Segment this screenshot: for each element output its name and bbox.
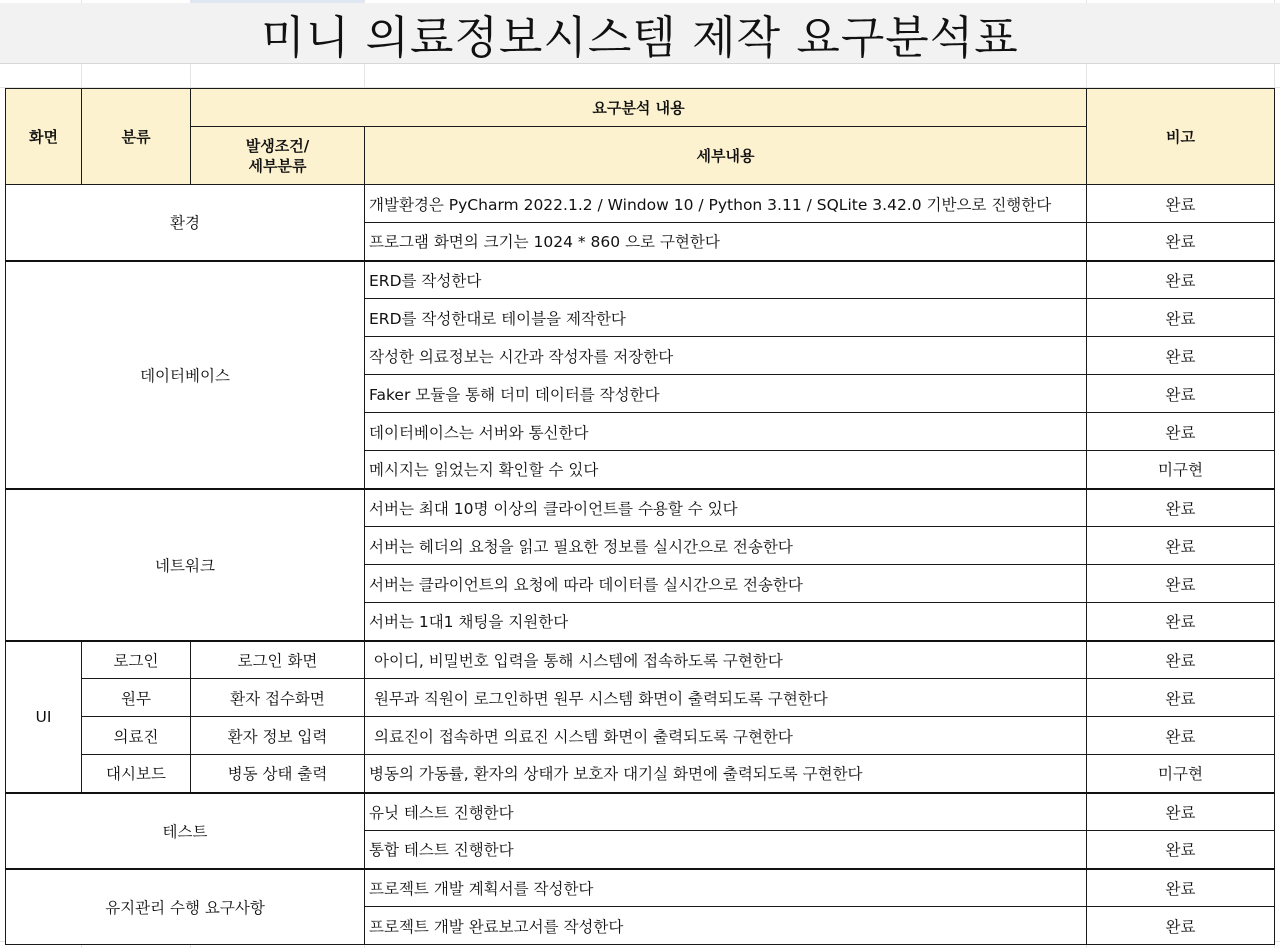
detail-cell[interactable]: ERD를 작성한대로 테이블을 제작한다 bbox=[365, 299, 1087, 337]
table-row bbox=[6, 717, 1275, 755]
group-maintenance[interactable]: 유지관리 수행 요구사항 bbox=[6, 869, 365, 945]
note-cell[interactable]: 미구현 bbox=[1087, 451, 1275, 489]
condition-cell[interactable]: 로그인 화면 bbox=[191, 641, 365, 679]
detail-cell[interactable]: 서버는 1대1 채팅을 지원한다 bbox=[365, 603, 1087, 641]
group-test[interactable]: 테스트 bbox=[6, 793, 365, 869]
group-ui[interactable]: UI bbox=[6, 641, 82, 793]
header-analysis-group[interactable]: 요구분석 내용 bbox=[191, 89, 1087, 127]
group-db[interactable]: 데이터베이스 bbox=[6, 261, 365, 489]
detail-cell[interactable]: 개발환경은 PyCharm 2022.1.2 / Window 10 / Python 3.11 / SQLite 3.42.0 기반으로 진행한다 bbox=[365, 185, 1087, 223]
detail-cell[interactable]: 메시지는 읽었는지 확인할 수 있다 bbox=[365, 451, 1087, 489]
detail-cell[interactable]: 원무과 직원이 로그인하면 원무 시스템 화면이 출력되도록 구현한다 bbox=[365, 679, 1087, 717]
detail-cell[interactable]: 통합 테스트 진행한다 bbox=[365, 831, 1087, 869]
group-env[interactable]: 환경 bbox=[6, 185, 365, 261]
category-cell[interactable]: 로그인 bbox=[82, 641, 191, 679]
header-condition-line2: 세부분류 bbox=[248, 156, 307, 175]
condition-cell[interactable]: 병동 상태 출력 bbox=[191, 755, 365, 793]
table-row bbox=[6, 755, 1275, 793]
detail-cell[interactable]: Faker 모듈을 통해 더미 데이터를 작성한다 bbox=[365, 375, 1087, 413]
detail-cell[interactable]: 서버는 헤더의 요청을 읽고 필요한 정보를 실시간으로 전송한다 bbox=[365, 527, 1087, 565]
detail-cell[interactable]: ERD를 작성한다 bbox=[365, 261, 1087, 299]
table-row bbox=[6, 869, 1275, 907]
table-row bbox=[6, 489, 1275, 527]
note-cell[interactable]: 완료 bbox=[1087, 413, 1275, 451]
note-cell[interactable]: 완료 bbox=[1087, 641, 1275, 679]
detail-cell[interactable]: 프로젝트 개발 완료보고서를 작성한다 bbox=[365, 907, 1087, 945]
detail-cell[interactable]: 병동의 가동률, 환자의 상태가 보호자 대기실 화면에 출력되도록 구현한다 bbox=[365, 755, 1087, 793]
detail-cell[interactable]: 서버는 최대 10명 이상의 클라이언트를 수용할 수 있다 bbox=[365, 489, 1087, 527]
detail-cell[interactable]: 프로젝트 개발 계획서를 작성한다 bbox=[365, 869, 1087, 907]
note-cell[interactable]: 완료 bbox=[1087, 679, 1275, 717]
note-cell[interactable]: 완료 bbox=[1087, 907, 1275, 945]
detail-cell[interactable]: 아이디, 비밀번호 입력을 통해 시스템에 접속하도록 구현한다 bbox=[365, 641, 1087, 679]
requirements-table bbox=[5, 88, 1275, 945]
note-cell[interactable]: 완료 bbox=[1087, 375, 1275, 413]
table-row bbox=[6, 679, 1275, 717]
table-row bbox=[6, 641, 1275, 679]
header-detail[interactable]: 세부내용 bbox=[365, 127, 1087, 185]
note-cell[interactable]: 완료 bbox=[1087, 223, 1275, 261]
sheet-title[interactable]: 미니 의료정보시스템 제작 요구분석표 bbox=[261, 10, 1019, 64]
note-cell[interactable]: 완료 bbox=[1087, 299, 1275, 337]
note-cell[interactable]: 완료 bbox=[1087, 489, 1275, 527]
note-cell[interactable]: 완료 bbox=[1087, 261, 1275, 299]
detail-cell[interactable]: 의료진이 접속하면 의료진 시스템 화면이 출력되도록 구현한다 bbox=[365, 717, 1087, 755]
detail-cell[interactable]: 작성한 의료정보는 시간과 작성자를 저장한다 bbox=[365, 337, 1087, 375]
detail-cell[interactable]: 프로그램 화면의 크기는 1024 * 860 으로 구현한다 bbox=[365, 223, 1087, 261]
note-cell[interactable]: 완료 bbox=[1087, 185, 1275, 223]
note-cell[interactable]: 미구현 bbox=[1087, 755, 1275, 793]
note-cell[interactable]: 완료 bbox=[1087, 337, 1275, 375]
table-row bbox=[6, 185, 1275, 223]
category-cell[interactable]: 원무 bbox=[82, 679, 191, 717]
table-row bbox=[6, 261, 1275, 299]
detail-cell[interactable]: 서버는 클라이언트의 요청에 따라 데이터를 실시간으로 전송한다 bbox=[365, 565, 1087, 603]
note-cell[interactable]: 완료 bbox=[1087, 603, 1275, 641]
note-cell[interactable]: 완료 bbox=[1087, 793, 1275, 831]
condition-cell[interactable]: 환자 정보 입력 bbox=[191, 717, 365, 755]
note-cell[interactable]: 완료 bbox=[1087, 831, 1275, 869]
group-network[interactable]: 네트워크 bbox=[6, 489, 365, 641]
note-cell[interactable]: 완료 bbox=[1087, 565, 1275, 603]
header-note[interactable]: 비고 bbox=[1087, 89, 1275, 185]
header-condition[interactable] bbox=[191, 127, 365, 185]
header-category[interactable]: 분류 bbox=[82, 89, 191, 185]
category-cell[interactable]: 대시보드 bbox=[82, 755, 191, 793]
category-cell[interactable]: 의료진 bbox=[82, 717, 191, 755]
condition-cell[interactable]: 환자 접수화면 bbox=[191, 679, 365, 717]
note-cell[interactable]: 완료 bbox=[1087, 869, 1275, 907]
detail-cell[interactable]: 데이터베이스는 서버와 통신한다 bbox=[365, 413, 1087, 451]
table-row bbox=[6, 793, 1275, 831]
header-screen[interactable]: 화면 bbox=[6, 89, 82, 185]
detail-cell[interactable]: 유닛 테스트 진행한다 bbox=[365, 793, 1087, 831]
header-condition-line1: 발생조건/ bbox=[245, 136, 310, 155]
note-cell[interactable]: 완료 bbox=[1087, 717, 1275, 755]
note-cell[interactable]: 완료 bbox=[1087, 527, 1275, 565]
